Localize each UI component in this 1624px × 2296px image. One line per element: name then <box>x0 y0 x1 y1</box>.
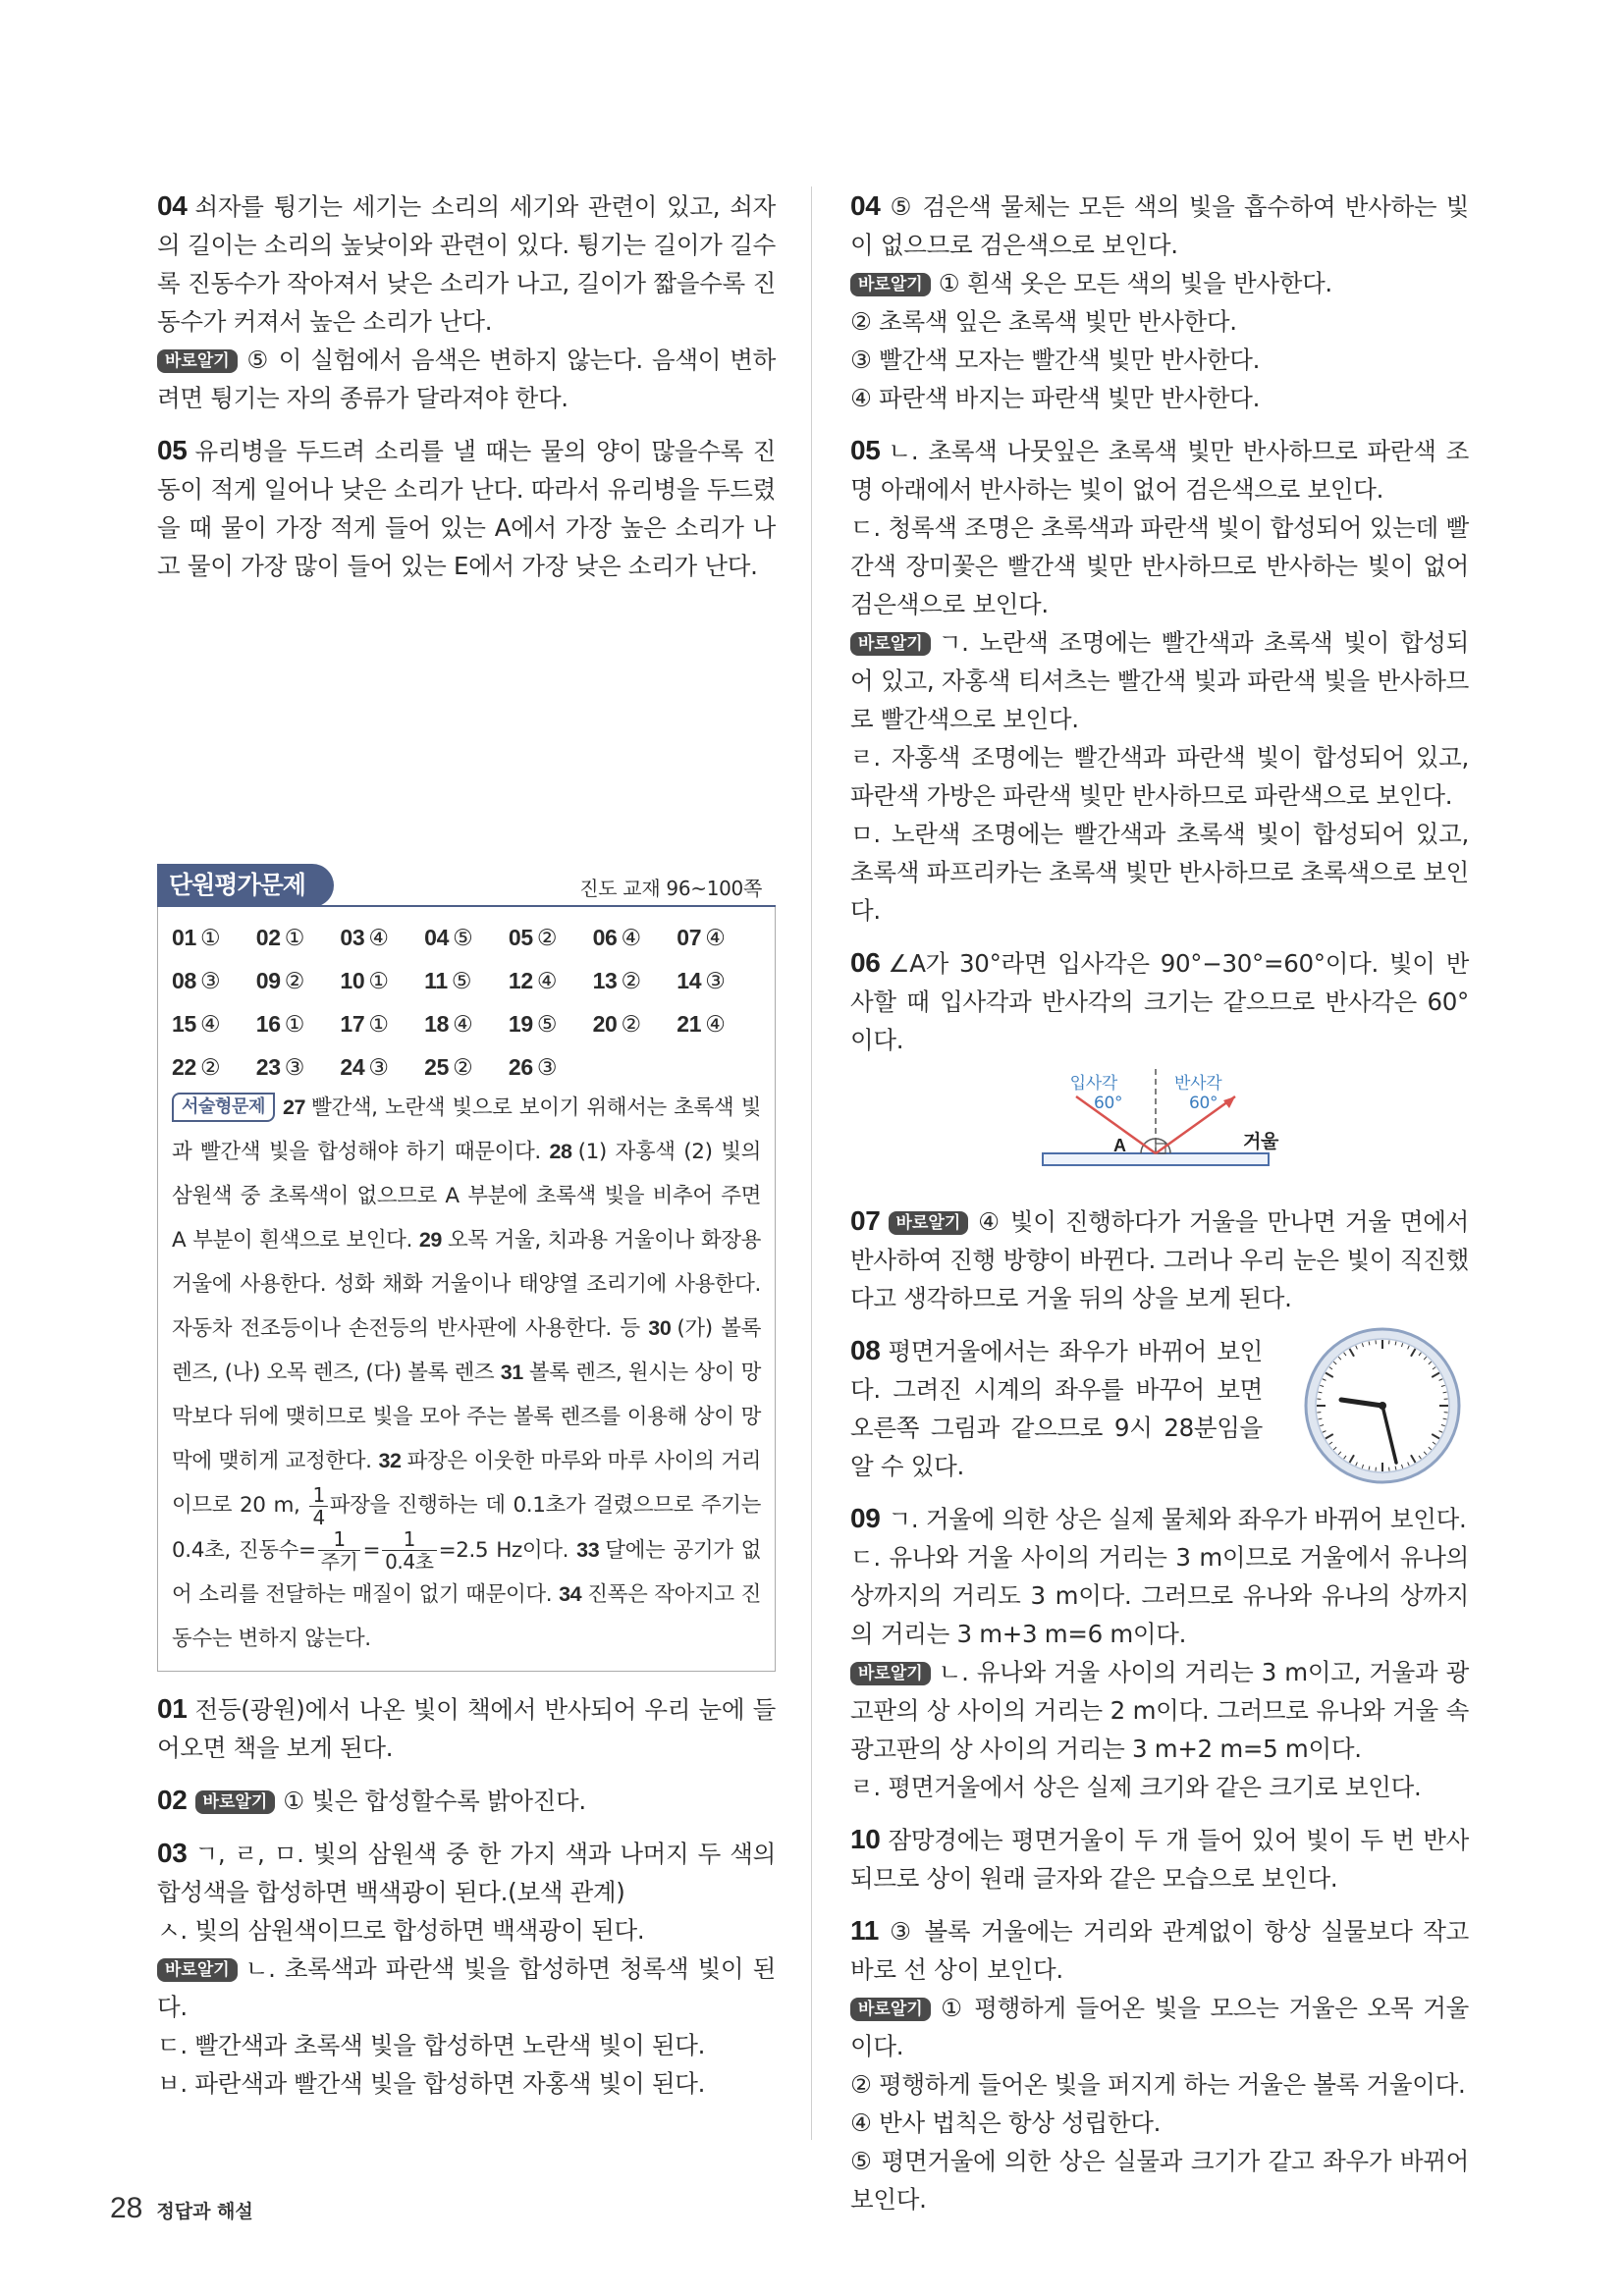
answer-item: 21 ④ <box>677 1011 726 1037</box>
explanation-text: 잠망경에는 평면거울이 두 개 들어 있어 빛이 두 번 반사되므로 상이 원래 글자와 같은 모습으로 보인다. <box>850 1826 1469 1893</box>
answer-item: 16 ① <box>255 1011 305 1037</box>
explanation-text: ㄴ. 초록색 나뭇잎은 초록색 빛만 반사하므로 파란색 조명 아래에서 반사하는 빛이 없어 검은색으로 보인다. <box>850 437 1469 504</box>
correction-badge: 바로알기 <box>850 632 931 656</box>
question-number: 09 <box>850 1503 881 1533</box>
correction-text: ④ 빛이 진행하다가 거울을 만나면 거울 면에서 반사하여 진행 방향이 바뀐다. 그러나 우리 눈은 빛이 직진했다고 생각하므로 거울 뒤의 상을 보게 된다. <box>850 1207 1469 1312</box>
answer-item: 07 ④ <box>677 925 726 950</box>
explanation-line: ⑤ 평면거울에 의한 상은 실물과 크기가 같고 좌우가 바뀌어 보인다. <box>850 2147 1469 2214</box>
answer-item: 20 ② <box>592 1011 641 1037</box>
explanation-line: ㄷ. 유나와 거울 사이의 거리는 3 m이므로 거울에서 유나의 상까지의 거리도 3 m이다. 그러므로 유나와 유나의 상까지의 거리는 3 m+3 m=6 m이다. <box>850 1543 1469 1648</box>
answer-item: 08 ③ <box>172 968 221 993</box>
essay-answers: 서술형문제 27 빨간색, 노란색 빛으로 보이기 위해서는 초록색 빛과 빨간색 빛을 합성해야 하기 때문이다. 28 (1) 자홍색 (2) 빛의 삼원색 중 초록색이 없으므로 A 부분에 초록색 빛을 비추어 주면 A 부분이 흰색으로 보인다. 29 오목 거울, 치과용 거울이나 화장용 거울에 사용한다. 성화 채화 거울이나 태양열 조리기에 사용한다. 자동차 전조등이나 손전등의 반사판에 사용한다. 등 30 (가) 볼록 렌즈, (나) 오목 렌즈, (다) 볼록 렌즈 31 볼록 렌즈, 원시는 상이 망막보다 뒤에 맺히므로 빛을 모아 주는 볼록 렌즈를 이용해 상이 망막에 맺히게 교정한다. 32 파장은 이웃한 마루와 마루 사이의 거리이므로 20 m, $\frac{1}{4}$ 파장을 진행하는 데 0.1초가 걸렸으므로 주기는 0.4초, 진동수= $\frac{1}{\text{주기}}$ = $\frac{1}{\text{0.4초}}$ =2.5 Hz이다. 33 달에는 공기가 없어 소리를 전달하는 매질이 없기 때문이다. 34 진폭은 작아지고 진동수는 변하지 않는다. <box>172 1086 761 1661</box>
essay-badge: 서술형문제 <box>172 1093 275 1122</box>
correction-badge: 바로알기 <box>850 273 931 296</box>
answer-grid <box>172 919 761 1086</box>
answer-item: 03 ④ <box>340 925 389 950</box>
right-q05 <box>850 431 1469 930</box>
question-number: 04 <box>157 190 188 221</box>
answer-item: 23 ③ <box>255 1054 305 1080</box>
essay-text: 오목 거울, 치과용 거울이나 화장용 거울에 사용한다. 성화 채화 거울이나 태양열 조리기에 사용한다. 자동차 전조등이나 손전등의 반사판에 사용한다. 등 <box>172 1228 761 1341</box>
answer-item: 05 ② <box>508 925 558 950</box>
mirror-shape <box>1043 1153 1269 1165</box>
essay-number: 27 <box>282 1095 306 1119</box>
essay-number: 29 <box>418 1228 442 1252</box>
explanation-line: ㄹ. 평면거울에서 상은 실제 크기와 같은 크기로 보인다. <box>850 1773 1422 1801</box>
left-q02 <box>157 1781 776 1820</box>
essay-number: 28 <box>549 1140 572 1163</box>
explanation-text: 쇠자를 튕기는 세기는 소리의 세기와 관련이 있고, 쇠자의 길이는 소리의 높낮이와 관련이 있다. 튕기는 길이가 길수록 진동수가 작아져서 낮은 소리가 나고, 길이가 짧을수록 진동수가 커져서 높은 소리가 난다. <box>157 192 776 336</box>
correction-text: ㄴ. 초록색과 파란색 빛을 합성하면 청록색 빛이 된다. <box>157 1954 776 2021</box>
explanation-line: ㅁ. 노란색 조명에는 빨간색과 초록색 빛이 합성되어 있고, 초록색 파프리카는 초록색 빛만 반사하므로 초록색으로 보인다. <box>850 820 1469 925</box>
answer-item: 26 ③ <box>508 1054 558 1080</box>
unit-pages: 진도 교재 96~100쪽 <box>579 877 762 900</box>
correction-badge: 바로알기 <box>157 1958 238 1982</box>
fraction: $\frac{1}{\text{0.4초}}$ <box>382 1528 437 1573</box>
essay-number: 32 <box>378 1449 402 1472</box>
question-number: 10 <box>850 1824 881 1854</box>
right-q08 <box>850 1331 1469 1485</box>
question-number: 05 <box>850 435 881 465</box>
left-column <box>157 187 776 2116</box>
angle-point-label: A <box>1113 1136 1126 1155</box>
fraction: $\frac{1}{4}$ <box>309 1484 327 1528</box>
essay-text: 파장은 이웃한 마루와 마루 사이의 거리이므로 20 m, <box>172 1449 762 1518</box>
correction-badge: 바로알기 <box>195 1790 276 1814</box>
answer-item: 10 ① <box>340 968 389 993</box>
correction-text: ① 흰색 옷은 모든 색의 빛을 반사한다. <box>938 269 1332 297</box>
explanation-text: ㄱ, ㄹ, ㅁ. 빛의 삼원색 중 한 가지 색과 나머지 두 색의 합성색을 합성하면 백색광이 된다.(보색 관계) <box>157 1840 776 1906</box>
right-column <box>850 187 1469 2232</box>
answer-item: 02 ① <box>255 925 305 950</box>
reflect-angle: 60° <box>1189 1094 1218 1113</box>
answer-item: 14 ③ <box>677 968 726 993</box>
unit-title: 단원평가문제 <box>157 864 334 907</box>
essay-text: (1) 자홍색 (2) 빛의 삼원색 중 초록색이 없으므로 A 부분에 초록색 빛을 비추어 주면 A 부분이 흰색으로 보인다. <box>172 1140 761 1253</box>
answer-item: 11 ⑤ <box>424 968 472 993</box>
question-number: 08 <box>850 1335 881 1365</box>
unit-header <box>157 864 776 907</box>
explanation-text: ∠A가 30°라면 입사각은 90°−30°=60°이다. 빛이 반사할 때 입사각과 반사각의 크기는 같으므로 반사각은 60°이다. <box>850 949 1469 1054</box>
question-number: 01 <box>157 1693 188 1724</box>
answer-item: 12 ④ <box>508 968 558 993</box>
explanation-text: ㄱ. 거울에 의한 상은 실제 물체와 좌우가 바뀌어 보인다. <box>888 1505 1467 1533</box>
left-q01 <box>157 1689 776 1767</box>
essay-number: 30 <box>648 1316 672 1340</box>
page-footer <box>110 2192 253 2225</box>
right-q07 <box>850 1201 1469 1317</box>
question-number: 07 <box>850 1205 881 1236</box>
answer-item: 13 ② <box>592 968 641 993</box>
answer-item: 09 ② <box>255 968 305 993</box>
answer-item: 25 ② <box>424 1054 473 1080</box>
question-number: 02 <box>157 1785 188 1815</box>
incident-label: 입사각 <box>1069 1074 1117 1094</box>
question-number: 11 <box>850 1915 879 1946</box>
explanation-text: 전등(광원)에서 나온 빛이 책에서 반사되어 우리 눈에 들어오면 책을 보게 된다. <box>157 1695 776 1762</box>
essay-text: 빨간색, 노란색 빛으로 보이기 위해서는 초록색 빛과 빨간색 빛을 합성해야 하기 때문이다. <box>172 1095 761 1164</box>
answer-item: 19 ⑤ <box>508 1011 558 1037</box>
essay-text: (가) 볼록 렌즈, (나) 오목 렌즈, (다) 볼록 렌즈 <box>172 1316 761 1385</box>
reflection-diagram <box>850 1069 1469 1177</box>
explanation-text: 유리병을 두드려 소리를 낼 때는 물의 양이 많을수록 진동이 적게 일어나 낮은 소리가 난다. 따라서 유리병을 두드렸을 때 물이 가장 적게 들어 있는 A에서 가장 높은 소리가 나고 물이 가장 많이 들어 있는 E에서 가장 낮은 소리가 난다. <box>157 437 776 580</box>
column-divider <box>811 187 812 2140</box>
right-q10 <box>850 1820 1469 1897</box>
explanation-line: ㄷ. 빨간색과 초록색 빛을 합성하면 노란색 빛이 된다. <box>157 2031 706 2059</box>
explanation-line: ㄹ. 자홍색 조명에는 빨간색과 파란색 빛이 합성되어 있고, 파란색 가방은 파란색 빛만 반사하므로 파란색으로 보인다. <box>850 743 1469 810</box>
essay-text: =2.5 Hz이다. <box>438 1537 569 1563</box>
question-number: 05 <box>157 435 188 465</box>
explanation-line: ④ 파란색 바지는 파란색 빛만 반사한다. <box>850 384 1261 412</box>
explanation-line: ④ 반사 법칙은 항상 성립한다. <box>850 2109 1162 2137</box>
right-q09 <box>850 1499 1469 1806</box>
incident-angle: 60° <box>1094 1094 1123 1113</box>
correction-badge: 바로알기 <box>850 1662 931 1685</box>
unit-evaluation <box>157 864 776 1672</box>
left-q05 <box>157 431 776 585</box>
explanation-line: ㅂ. 파란색과 빨간색 빛을 합성하면 자홍색 빛이 된다. <box>157 2069 706 2098</box>
page-number: 28 <box>110 2192 143 2224</box>
fraction: $\frac{1}{\text{주기}}$ <box>318 1528 361 1573</box>
correction-text: ㄴ. 유나와 거울 사이의 거리는 3 m이고, 거울과 광고판의 상 사이의 거리는 2 m이다. 그러므로 유나와 거울 속 광고판의 상 사이의 거리는 3 m+2 m=5 m이다. <box>850 1658 1469 1763</box>
correction-badge: 바로알기 <box>157 349 238 373</box>
correction-badge: 바로알기 <box>889 1211 969 1235</box>
right-q04 <box>850 187 1469 417</box>
unit-box <box>157 907 776 1672</box>
explanation-text: 평면거울에서는 좌우가 바뀌어 보인다. 그려진 시계의 좌우를 바꾸어 보면 오른쪽 그림과 같으므로 9시 28분임을 알 수 있다. <box>850 1337 1263 1480</box>
left-q03 <box>157 1834 776 2103</box>
essay-text: 달에는 공기가 없어 소리를 전달하는 매질이 없기 때문이다. <box>172 1537 762 1607</box>
answer-item: 15 ④ <box>172 1011 221 1037</box>
clock-icon <box>1302 1325 1464 1487</box>
mirror-label: 거울 <box>1243 1131 1279 1152</box>
essay-number: 31 <box>500 1361 523 1384</box>
answer-item: 06 ④ <box>592 925 641 950</box>
essay-text: 볼록 렌즈, 원시는 상이 망막보다 뒤에 맺히므로 빛을 모아 주는 볼록 렌즈를 이용해 상이 망막에 맺히게 교정한다. <box>172 1361 761 1473</box>
right-q11 <box>850 1911 1469 2218</box>
explanation-line: ㄷ. 청록색 조명은 초록색과 파란색 빛이 합성되어 있는데 빨간색 장미꽃은 빨간색 빛만 반사하므로 반사하는 빛이 없어 검은색으로 보인다. <box>850 513 1469 618</box>
correction-badge: 바로알기 <box>850 1998 931 2021</box>
left-q04 <box>157 187 776 417</box>
answer-item: 01 ① <box>172 925 221 950</box>
question-number: 04 <box>850 190 881 221</box>
question-number: 03 <box>157 1838 188 1868</box>
essay-text: 진폭은 작아지고 진동수는 변하지 않는다. <box>172 1582 762 1651</box>
answer-item: 22 ② <box>172 1054 221 1080</box>
explanation-line: ㅅ. 빛의 삼원색이므로 합성하면 백색광이 된다. <box>157 1916 645 1945</box>
explanation-text: ③ 볼록 거울에는 거리와 관계없이 항상 실물보다 작고 바로 선 상이 보인다. <box>850 1917 1469 1984</box>
correction-text: ① 빛은 합성할수록 밝아진다. <box>283 1787 586 1815</box>
explanation-line: ② 초록색 잎은 초록색 빛만 반사한다. <box>850 307 1237 336</box>
correction-text: ⑤ 이 실험에서 음색은 변하지 않는다. 음색이 변하려면 튕기는 자의 종류가 달라져야 한다. <box>157 346 776 412</box>
correction-text: ① 평행하게 들어온 빛을 모으는 거울은 오목 거울이다. <box>850 1994 1469 2060</box>
footer-label: 정답과 해설 <box>156 2201 253 2222</box>
essay-text: 파장을 진행하는 데 0.1초가 걸렸으므로 주기는 0.4초, 진동수= <box>172 1493 762 1563</box>
answer-item: 18 ④ <box>424 1011 473 1037</box>
correction-text: ㄱ. 노란색 조명에는 빨간색과 초록색 빛이 합성되어 있고, 자홍색 티셔츠는 빨간색 빛과 파란색 빛을 반사하므로 빨간색으로 보인다. <box>850 628 1469 733</box>
question-number: 06 <box>850 947 881 978</box>
explanation-line: ② 평행하게 들어온 빛을 퍼지게 하는 거울은 볼록 거울이다. <box>850 2070 1466 2099</box>
reflect-label: 반사각 <box>1174 1074 1222 1094</box>
essay-number: 33 <box>576 1537 600 1562</box>
right-q06 <box>850 943 1469 1059</box>
essay-number: 34 <box>559 1582 582 1606</box>
answer-item: 17 ① <box>340 1011 389 1037</box>
explanation-text: ⑤ 검은색 물체는 모든 색의 빛을 흡수하여 반사하는 빛이 없으므로 검은색으로 보인다. <box>850 192 1469 259</box>
explanation-line: ③ 빨간색 모자는 빨간색 빛만 반사한다. <box>850 346 1261 374</box>
answer-item: 04 ⑤ <box>424 925 473 950</box>
answer-item: 24 ③ <box>340 1054 389 1080</box>
